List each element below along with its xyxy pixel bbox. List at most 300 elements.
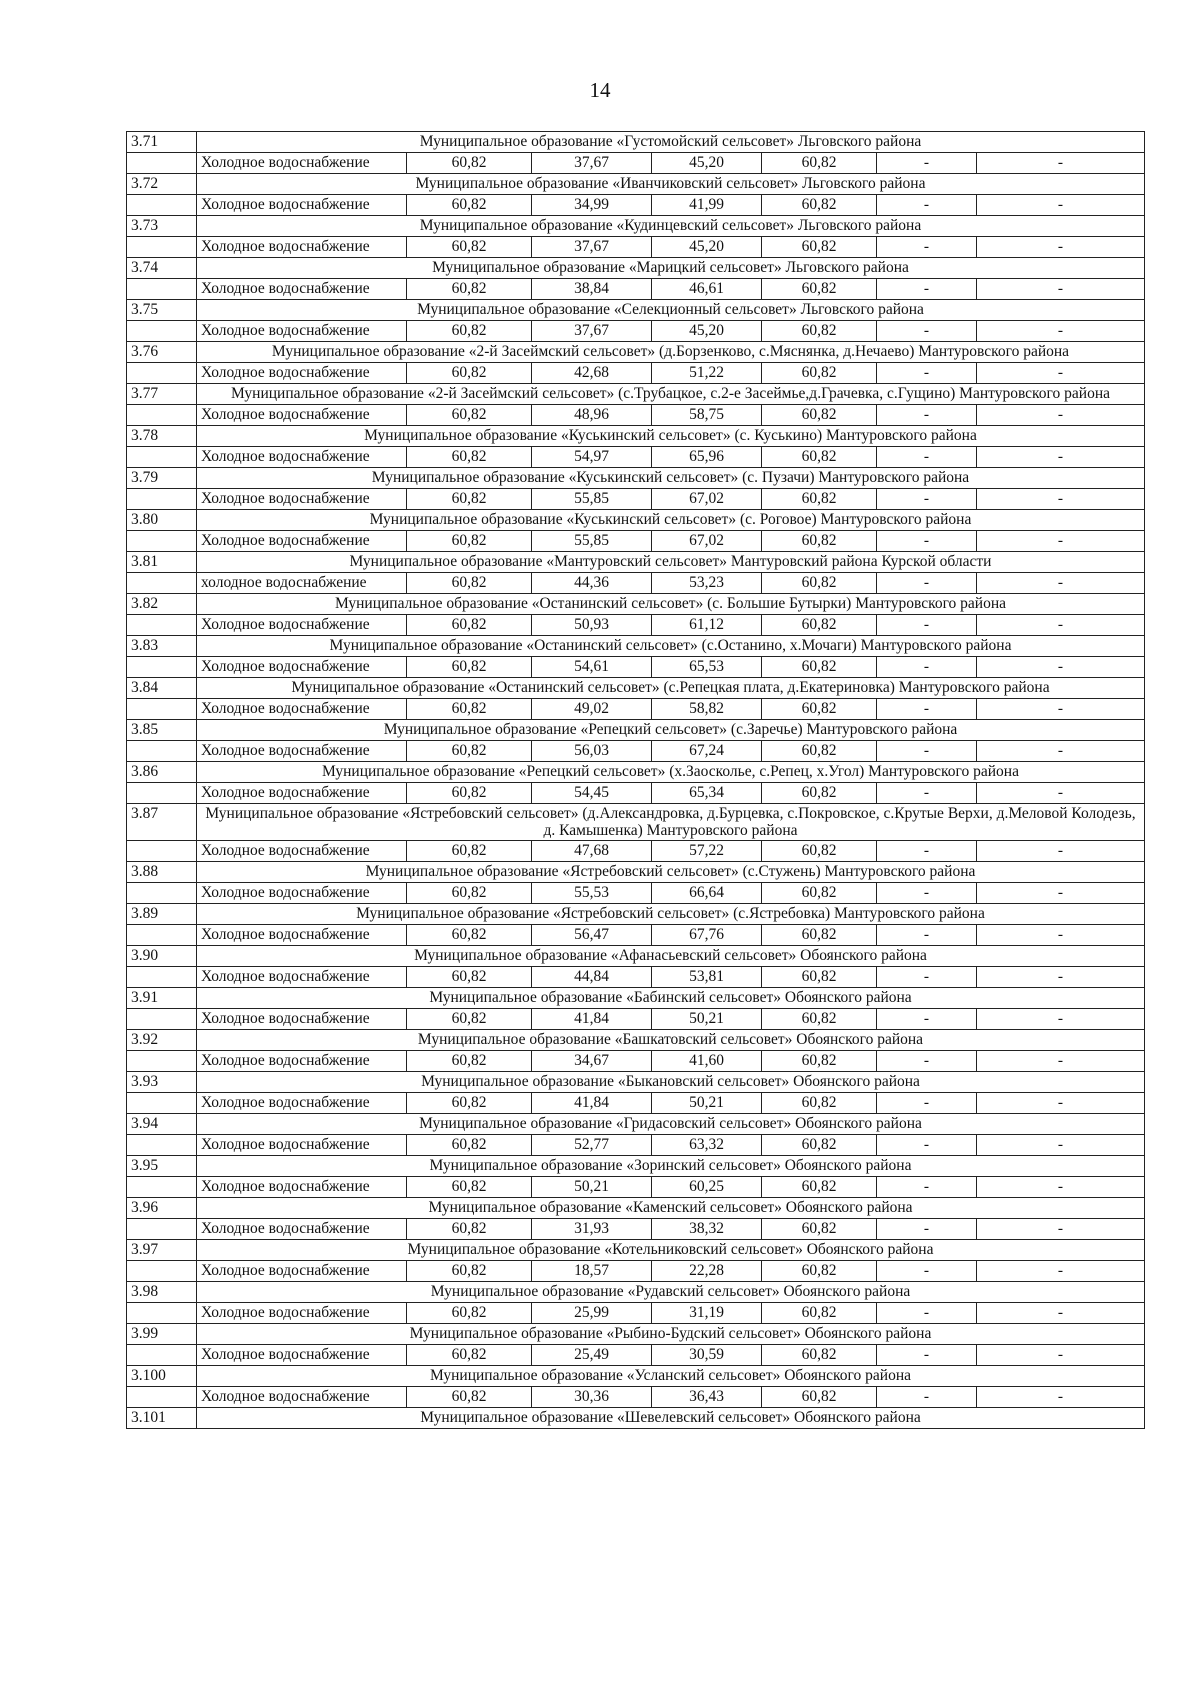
empty-cell <box>127 531 197 552</box>
tariff-value: 60,82 <box>407 1219 532 1240</box>
tariff-value: 50,21 <box>532 1177 652 1198</box>
empty-cell <box>127 321 197 342</box>
municipality-name: Муниципальное образование «Мантуровский сельсовет» Мантуровский района Курской области <box>197 552 1145 573</box>
tariff-value: - <box>877 1009 977 1030</box>
tariff-value: 53,81 <box>652 967 762 988</box>
service-label: Холодное водоснабжение <box>197 841 407 862</box>
service-label: Холодное водоснабжение <box>197 195 407 216</box>
tariff-value: 60,82 <box>407 1261 532 1282</box>
tariff-value: - <box>977 279 1145 300</box>
tariff-value: - <box>977 573 1145 594</box>
tariff-value: - <box>977 1177 1145 1198</box>
empty-cell <box>127 573 197 594</box>
tariff-value: 60,82 <box>407 1135 532 1156</box>
municipality-name: Муниципальное образование «Останинский сельсовет» (с.Останино, х.Мочаги) Мантуровского района <box>197 636 1145 657</box>
tariff-value: 60,82 <box>407 699 532 720</box>
section-number: 3.98 <box>127 1282 197 1303</box>
tariff-value: 66,64 <box>652 883 762 904</box>
tariff-value: - <box>977 1093 1145 1114</box>
municipality-name: Муниципальное образование «Куськинский сельсовет» (с. Куськино) Мантуровского района <box>197 426 1145 447</box>
tariff-value: 60,82 <box>762 783 877 804</box>
empty-cell <box>127 967 197 988</box>
tariff-value: - <box>877 237 977 258</box>
section-header-row <box>127 636 1145 657</box>
section-header-row <box>127 426 1145 447</box>
section-number: 3.88 <box>127 862 197 883</box>
municipality-name: Муниципальное образование «Густомойский сельсовет» Льговского района <box>197 132 1145 153</box>
tariff-value: 60,82 <box>762 405 877 426</box>
tariff-row <box>127 1387 1145 1408</box>
tariff-row <box>127 195 1145 216</box>
tariff-value: 38,32 <box>652 1219 762 1240</box>
tariff-value: - <box>977 1387 1145 1408</box>
tariff-row <box>127 657 1145 678</box>
service-label: Холодное водоснабжение <box>197 237 407 258</box>
tariff-value: 56,03 <box>532 741 652 762</box>
municipality-name: Муниципальное образование «Иванчиковский сельсовет» Льговского района <box>197 174 1145 195</box>
tariff-value: 22,28 <box>652 1261 762 1282</box>
tariff-value: - <box>877 447 977 468</box>
municipality-name: Муниципальное образование «Куськинский сельсовет» (с. Пузачи) Мантуровского района <box>197 468 1145 489</box>
tariff-value: - <box>977 967 1145 988</box>
tariff-value: - <box>977 489 1145 510</box>
tariff-value: 41,84 <box>532 1009 652 1030</box>
tariff-row <box>127 1051 1145 1072</box>
tariff-value: 60,82 <box>762 1051 877 1072</box>
tariff-value: 60,82 <box>407 1051 532 1072</box>
tariff-value: 60,82 <box>762 531 877 552</box>
section-header-row <box>127 720 1145 741</box>
section-header-row <box>127 678 1145 699</box>
tariff-value: 45,20 <box>652 153 762 174</box>
tariff-value: 60,82 <box>407 1093 532 1114</box>
empty-cell <box>127 925 197 946</box>
tariff-row <box>127 237 1145 258</box>
section-header-row <box>127 132 1145 153</box>
section-header-row <box>127 216 1145 237</box>
municipality-name: Муниципальное образование «Гридасовский сельсовет» Обоянского района <box>197 1114 1145 1135</box>
tariff-value: 60,82 <box>407 967 532 988</box>
tariff-value: 67,02 <box>652 531 762 552</box>
section-number: 3.90 <box>127 946 197 967</box>
service-label: Холодное водоснабжение <box>197 883 407 904</box>
section-number: 3.96 <box>127 1198 197 1219</box>
tariff-value: - <box>977 195 1145 216</box>
tariff-value: - <box>977 1219 1145 1240</box>
section-number: 3.97 <box>127 1240 197 1261</box>
tariff-value: - <box>877 841 977 862</box>
tariff-value: 60,82 <box>762 321 877 342</box>
service-label: Холодное водоснабжение <box>197 279 407 300</box>
tariff-value: - <box>977 447 1145 468</box>
tariff-value: - <box>977 153 1145 174</box>
tariff-value: 60,82 <box>407 1303 532 1324</box>
empty-cell <box>127 153 197 174</box>
tariff-value: - <box>877 1093 977 1114</box>
municipality-name: Муниципальное образование «Рыбино-Будский сельсовет» Обоянского района <box>197 1324 1145 1345</box>
tariff-row <box>127 1261 1145 1282</box>
tariff-value: - <box>877 279 977 300</box>
municipality-name: Муниципальное образование «Быкановский сельсовет» Обоянского района <box>197 1072 1145 1093</box>
tariff-value: 56,47 <box>532 925 652 946</box>
tariff-row <box>127 279 1145 300</box>
tariff-value: 60,82 <box>407 573 532 594</box>
section-header-row <box>127 1240 1145 1261</box>
section-header-row <box>127 1114 1145 1135</box>
tariff-value: 60,82 <box>762 1387 877 1408</box>
section-number: 3.100 <box>127 1366 197 1387</box>
section-number: 3.73 <box>127 216 197 237</box>
tariff-value: 55,85 <box>532 531 652 552</box>
service-label: Холодное водоснабжение <box>197 1345 407 1366</box>
service-label: Холодное водоснабжение <box>197 1093 407 1114</box>
tariff-value: - <box>977 741 1145 762</box>
tariff-value: - <box>977 657 1145 678</box>
tariff-row <box>127 1345 1145 1366</box>
tariff-value: - <box>977 1009 1145 1030</box>
municipality-name: Муниципальное образование «Селекционный сельсовет» Льговского района <box>197 300 1145 321</box>
empty-cell <box>127 841 197 862</box>
tariff-value: 60,82 <box>407 1387 532 1408</box>
tariff-value: 60,82 <box>762 279 877 300</box>
tariff-value: - <box>877 783 977 804</box>
tariff-value: 60,82 <box>407 279 532 300</box>
section-header-row <box>127 1324 1145 1345</box>
tariff-value: 25,99 <box>532 1303 652 1324</box>
section-header-row <box>127 1198 1145 1219</box>
service-label: Холодное водоснабжение <box>197 321 407 342</box>
tariff-value: 41,84 <box>532 1093 652 1114</box>
section-number: 3.78 <box>127 426 197 447</box>
municipality-name: Муниципальное образование «Останинский сельсовет» (с. Большие Бутырки) Мантуровского района <box>197 594 1145 615</box>
tariff-value: - <box>877 615 977 636</box>
tariff-value: 45,20 <box>652 237 762 258</box>
municipality-name: Муниципальное образование «Куськинский сельсовет» (с. Роговое) Мантуровского района <box>197 510 1145 531</box>
service-label: Холодное водоснабжение <box>197 1177 407 1198</box>
service-label: Холодное водоснабжение <box>197 967 407 988</box>
tariff-value: - <box>977 237 1145 258</box>
tariff-value: 37,67 <box>532 153 652 174</box>
tariff-value: 60,82 <box>407 447 532 468</box>
service-label: Холодное водоснабжение <box>197 615 407 636</box>
section-number: 3.71 <box>127 132 197 153</box>
tariff-value: - <box>877 321 977 342</box>
service-label: Холодное водоснабжение <box>197 925 407 946</box>
tariff-value: - <box>877 1387 977 1408</box>
tariff-row <box>127 363 1145 384</box>
section-number: 3.72 <box>127 174 197 195</box>
tariff-value: 60,82 <box>407 657 532 678</box>
tariff-row <box>127 615 1145 636</box>
tariff-value: 61,12 <box>652 615 762 636</box>
empty-cell <box>127 1177 197 1198</box>
tariff-value: 60,82 <box>407 783 532 804</box>
tariff-value: 36,43 <box>652 1387 762 1408</box>
tariff-value: 60,82 <box>407 531 532 552</box>
tariff-value: - <box>977 1303 1145 1324</box>
section-number: 3.89 <box>127 904 197 925</box>
empty-cell <box>127 363 197 384</box>
tariff-value: 67,24 <box>652 741 762 762</box>
tariff-value: - <box>877 153 977 174</box>
tariff-value: - <box>977 1261 1145 1282</box>
tariff-value: 54,45 <box>532 783 652 804</box>
tariff-value: 60,82 <box>407 153 532 174</box>
tariff-value: 50,93 <box>532 615 652 636</box>
section-header-row <box>127 1282 1145 1303</box>
section-header-row <box>127 946 1145 967</box>
tariff-value: 55,53 <box>532 883 652 904</box>
section-number: 3.101 <box>127 1408 197 1429</box>
municipality-name: Муниципальное образование «2-й Засеймский сельсовет» (с.Трубацкое, с.2-е Засеймье,д.Грачевка, с.Гущино) Мантуровского района <box>197 384 1145 405</box>
tariff-value: - <box>877 1261 977 1282</box>
tariff-value: 60,82 <box>762 1219 877 1240</box>
section-header-row <box>127 174 1145 195</box>
tariff-row <box>127 883 1145 904</box>
section-number: 3.82 <box>127 594 197 615</box>
tariff-value: 60,82 <box>407 405 532 426</box>
tariff-value: 42,68 <box>532 363 652 384</box>
municipality-name: Муниципальное образование «Репецкий сельсовет» (с.Заречье) Мантуровского района <box>197 720 1145 741</box>
tariff-value: 60,82 <box>407 1177 532 1198</box>
tariff-value: 60,82 <box>762 967 877 988</box>
tariff-value: - <box>977 405 1145 426</box>
tariff-value: 60,82 <box>762 195 877 216</box>
service-label: Холодное водоснабжение <box>197 1135 407 1156</box>
tariff-value: 67,76 <box>652 925 762 946</box>
tariff-row <box>127 531 1145 552</box>
service-label: Холодное водоснабжение <box>197 531 407 552</box>
tariff-value: - <box>877 489 977 510</box>
section-header-row <box>127 1030 1145 1051</box>
tariff-row <box>127 1135 1145 1156</box>
service-label: Холодное водоснабжение <box>197 1219 407 1240</box>
tariff-value: 38,84 <box>532 279 652 300</box>
section-header-row <box>127 342 1145 363</box>
tariff-value: 60,82 <box>407 237 532 258</box>
empty-cell <box>127 883 197 904</box>
tariff-value: 60,82 <box>762 489 877 510</box>
service-label: Холодное водоснабжение <box>197 1261 407 1282</box>
service-label: Холодное водоснабжение <box>197 657 407 678</box>
tariff-value: - <box>877 195 977 216</box>
tariff-value: 54,61 <box>532 657 652 678</box>
tariff-value: 60,82 <box>762 741 877 762</box>
municipality-name: Муниципальное образование «Рудавский сельсовет» Обоянского района <box>197 1282 1145 1303</box>
tariff-value: 60,82 <box>407 363 532 384</box>
tariff-value: 65,53 <box>652 657 762 678</box>
tariff-value: 50,21 <box>652 1093 762 1114</box>
tariff-row <box>127 1093 1145 1114</box>
tariff-row <box>127 489 1145 510</box>
tariff-value: 60,82 <box>407 195 532 216</box>
municipality-name: Муниципальное образование «2-й Засеймский сельсовет» (д.Борзенково, с.Мяснянка, д.Нечаево) Мантуровского района <box>197 342 1145 363</box>
section-number: 3.85 <box>127 720 197 741</box>
tariff-row <box>127 967 1145 988</box>
empty-cell <box>127 783 197 804</box>
tariff-value: 53,23 <box>652 573 762 594</box>
empty-cell <box>127 615 197 636</box>
tariff-value: 60,82 <box>407 841 532 862</box>
tariff-value: 60,82 <box>762 841 877 862</box>
empty-cell <box>127 489 197 510</box>
tariff-value: 58,75 <box>652 405 762 426</box>
section-number: 3.93 <box>127 1072 197 1093</box>
section-number: 3.76 <box>127 342 197 363</box>
municipality-name: Муниципальное образование «Каменский сельсовет» Обоянского района <box>197 1198 1145 1219</box>
tariff-value: 60,82 <box>762 657 877 678</box>
municipality-name: Муниципальное образование «Зоринский сельсовет» Обоянского района <box>197 1156 1145 1177</box>
municipality-name: Муниципальное образование «Ястребовский сельсовет» (с.Стужень) Мантуровского района <box>197 862 1145 883</box>
tariff-value: 41,99 <box>652 195 762 216</box>
section-header-row <box>127 1408 1145 1429</box>
tariff-value: 50,21 <box>652 1009 762 1030</box>
municipality-name: Муниципальное образование «Котельниковский сельсовет» Обоянского района <box>197 1240 1145 1261</box>
tariff-value: 54,97 <box>532 447 652 468</box>
tariff-value: - <box>877 741 977 762</box>
section-number: 3.74 <box>127 258 197 279</box>
service-label: Холодное водоснабжение <box>197 405 407 426</box>
section-header-row <box>127 300 1145 321</box>
tariff-value: 60,82 <box>762 153 877 174</box>
tariff-table <box>126 131 1145 1429</box>
tariff-value: 60,82 <box>762 1009 877 1030</box>
tariff-value: 46,61 <box>652 279 762 300</box>
section-number: 3.75 <box>127 300 197 321</box>
section-header-row <box>127 862 1145 883</box>
tariff-value: - <box>877 1177 977 1198</box>
section-header-row <box>127 762 1145 783</box>
tariff-value: 48,96 <box>532 405 652 426</box>
tariff-value: - <box>877 1135 977 1156</box>
service-label: Холодное водоснабжение <box>197 699 407 720</box>
tariff-value: 60,82 <box>762 615 877 636</box>
tariff-value: 49,02 <box>532 699 652 720</box>
municipality-name: Муниципальное образование «Афанасьевский сельсовет» Обоянского района <box>197 946 1145 967</box>
service-label: Холодное водоснабжение <box>197 447 407 468</box>
section-header-row <box>127 988 1145 1009</box>
municipality-name: Муниципальное образование «Репецкий сельсовет» (х.Заосколье, с.Репец, х.Угол) Мантуровского района <box>197 762 1145 783</box>
tariff-value: 60,82 <box>407 1345 532 1366</box>
tariff-value: 60,82 <box>762 237 877 258</box>
section-header-row <box>127 594 1145 615</box>
empty-cell <box>127 1051 197 1072</box>
tariff-row <box>127 783 1145 804</box>
tariff-row <box>127 447 1145 468</box>
tariff-value: 31,19 <box>652 1303 762 1324</box>
tariff-value: - <box>877 657 977 678</box>
tariff-value: 58,82 <box>652 699 762 720</box>
tariff-value: 65,34 <box>652 783 762 804</box>
section-number: 3.81 <box>127 552 197 573</box>
section-number: 3.77 <box>127 384 197 405</box>
tariff-value: 55,85 <box>532 489 652 510</box>
tariff-value: 44,36 <box>532 573 652 594</box>
tariff-value: 34,67 <box>532 1051 652 1072</box>
tariff-value: 60,82 <box>407 615 532 636</box>
empty-cell <box>127 741 197 762</box>
tariff-value: - <box>977 321 1145 342</box>
section-number: 3.86 <box>127 762 197 783</box>
tariff-value: 60,82 <box>762 1177 877 1198</box>
municipality-name: Муниципальное образование «Шевелевский сельсовет» Обоянского района <box>197 1408 1145 1429</box>
tariff-row <box>127 925 1145 946</box>
tariff-value: - <box>977 699 1145 720</box>
tariff-value: 60,82 <box>407 321 532 342</box>
municipality-name: Муниципальное образование «Бабинский сельсовет» Обоянского района <box>197 988 1145 1009</box>
tariff-value: 37,67 <box>532 237 652 258</box>
section-header-row <box>127 468 1145 489</box>
tariff-value: 60,82 <box>762 573 877 594</box>
tariff-value: - <box>977 1051 1145 1072</box>
empty-cell <box>127 1135 197 1156</box>
municipality-name: Муниципальное образование «Кудинцевский сельсовет» Льговского района <box>197 216 1145 237</box>
tariff-value: 52,77 <box>532 1135 652 1156</box>
tariff-value: - <box>877 967 977 988</box>
tariff-value: 60,82 <box>762 1303 877 1324</box>
tariff-row <box>127 573 1145 594</box>
tariff-value: 60,82 <box>762 1261 877 1282</box>
empty-cell <box>127 1303 197 1324</box>
service-label: Холодное водоснабжение <box>197 489 407 510</box>
page-number: 14 <box>589 78 611 102</box>
municipality-name: Муниципальное образование «Ястребовский сельсовет» (д.Александровка, д.Бурцевка, с.Покровское, с.Крутые Верхи, д.Меловой Колодезь, д. Камышенка) Мантуровского района <box>197 804 1145 841</box>
tariff-value: - <box>977 783 1145 804</box>
service-label: Холодное водоснабжение <box>197 1387 407 1408</box>
tariff-row <box>127 1009 1145 1030</box>
empty-cell <box>127 447 197 468</box>
tariff-value: - <box>977 615 1145 636</box>
empty-cell <box>127 1093 197 1114</box>
section-header-row <box>127 1072 1145 1093</box>
tariff-value: 67,02 <box>652 489 762 510</box>
service-label: Холодное водоснабжение <box>197 783 407 804</box>
tariff-row <box>127 1177 1145 1198</box>
service-label: Холодное водоснабжение <box>197 1303 407 1324</box>
empty-cell <box>127 237 197 258</box>
section-number: 3.94 <box>127 1114 197 1135</box>
section-header-row <box>127 384 1145 405</box>
tariff-value: - <box>877 405 977 426</box>
tariff-value: 60,82 <box>762 1135 877 1156</box>
empty-cell <box>127 1345 197 1366</box>
municipality-name: Муниципальное образование «Останинский сельсовет» (с.Репецкая плата, д.Екатериновка) Мантуровского района <box>197 678 1145 699</box>
tariff-value: - <box>877 925 977 946</box>
tariff-value: - <box>877 1345 977 1366</box>
section-header-row <box>127 804 1145 841</box>
tariff-value: 60,82 <box>407 489 532 510</box>
tariff-value: 57,22 <box>652 841 762 862</box>
tariff-value: - <box>977 883 1145 904</box>
tariff-value: 60,82 <box>762 699 877 720</box>
service-label: Холодное водоснабжение <box>197 741 407 762</box>
municipality-name: Муниципальное образование «Ястребовский сельсовет» (с.Ястребовка) Мантуровского района <box>197 904 1145 925</box>
tariff-value: 47,68 <box>532 841 652 862</box>
section-number: 3.95 <box>127 1156 197 1177</box>
tariff-value: 60,82 <box>407 741 532 762</box>
section-header-row <box>127 1156 1145 1177</box>
service-label: холодное водоснабжение <box>197 573 407 594</box>
tariff-value: - <box>877 363 977 384</box>
empty-cell <box>127 1219 197 1240</box>
tariff-value: - <box>877 699 977 720</box>
tariff-value: - <box>877 1303 977 1324</box>
empty-cell <box>127 195 197 216</box>
tariff-value: 60,82 <box>762 363 877 384</box>
tariff-value: 65,96 <box>652 447 762 468</box>
tariff-value: 18,57 <box>532 1261 652 1282</box>
tariff-value: 60,82 <box>762 1345 877 1366</box>
